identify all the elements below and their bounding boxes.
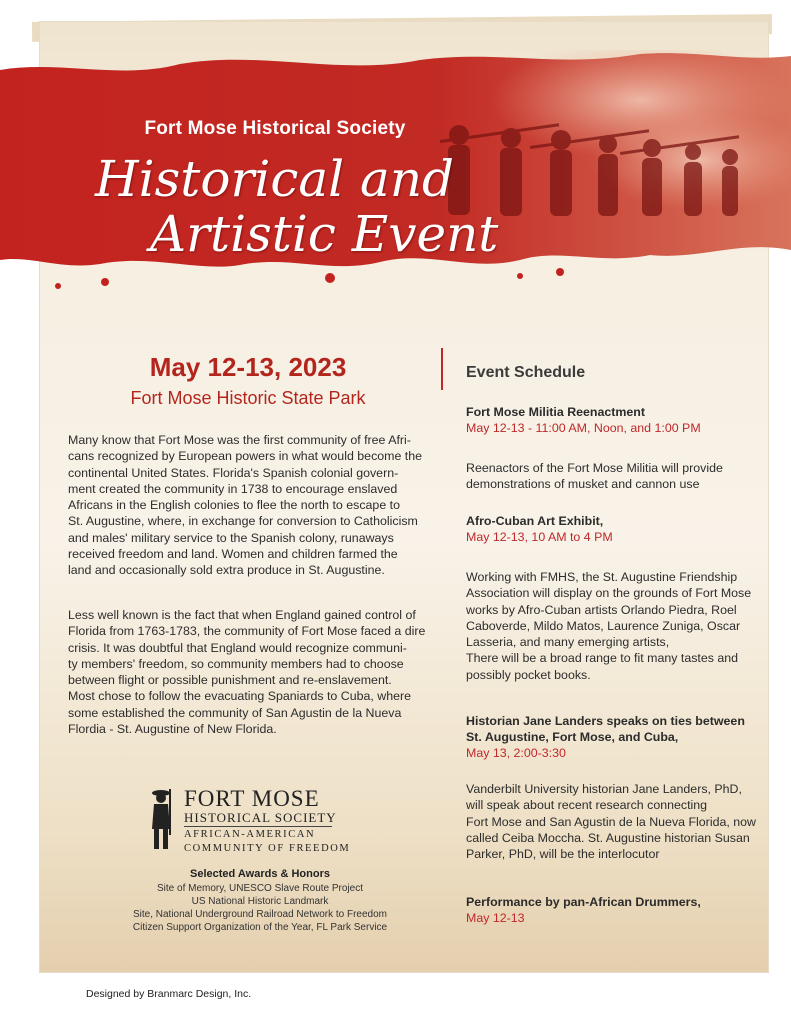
event-2-time: May 12-13, 10 AM to 4 PM (466, 530, 613, 544)
intro-paragraph-2 (68, 607, 430, 737)
event-description-line: Fort Mose and San Agustin de la Nueva Florida, now (466, 814, 756, 829)
event-description-line: Lasseria, and many emerging artists, (466, 635, 670, 650)
paragraph-line: some established the community of San Agustin de la Nueva (68, 705, 402, 720)
event-description-line: possibly pocket books. (466, 667, 591, 682)
intro-paragraph-1 (68, 432, 430, 579)
society-name: Fort Mose Historical Society (144, 118, 406, 139)
event-1-description (466, 460, 768, 493)
event-3-title (466, 713, 766, 746)
paragraph-line: and males' military service to the Spanish colony, runaways (68, 530, 394, 545)
event-description-line: Working with FMHS, the St. Augustine Friendship (466, 570, 738, 584)
event-description-line: Reenactors of the Fort Mose Militia will provide (466, 461, 723, 475)
logo-african-american: AFRICAN-AMERICAN (184, 829, 316, 840)
paragraph-line: cans recognized by European powers in what would become the (68, 449, 423, 464)
paragraph-line: ment created the community in 1738 to encourage enslaved (68, 481, 398, 496)
event-title-line1: Historical and (95, 150, 455, 208)
militia-soldier-logo-icon (144, 785, 178, 853)
schedule-title: Event Schedule (466, 364, 586, 381)
logo-community-of-freedom: COMMUNITY OF FREEDOM (184, 843, 351, 854)
award-item: Citizen Support Organization of the Year, FL Park Service (132, 922, 388, 933)
event-description-line: There will be a broad range to fit many tastes and (466, 651, 739, 666)
paragraph-line: Many know that Fort Mose was the first community of free Afri- (68, 433, 411, 447)
logo-historical-society: HISTORICAL SOCIETY (184, 810, 337, 825)
award-item: US National Historic Landmark (191, 896, 329, 907)
event-4-title (466, 894, 766, 910)
event-title-line: Fort Mose Militia Reenactment (466, 405, 646, 419)
paragraph-line: St. Augustine, where, in exchange for conversion to Catholicism (68, 514, 418, 529)
event-description-line: will speak about recent research connecting (466, 798, 708, 813)
event-3-description (466, 781, 768, 862)
logo-fort-mose: FORT MOSE (184, 786, 320, 811)
paragraph-line: between flight or possible punishment and re-enslavement. (68, 673, 392, 688)
event-description-line: demonstrations of musket and cannon use (466, 477, 700, 492)
paragraph-line: Florida from 1763-1783, the community of Fort Mose faced a dire (68, 624, 426, 639)
award-item: Site of Memory, UNESCO Slave Route Project (157, 883, 363, 894)
paragraph-line: Flordia - St. Augustine of New Florida. (68, 722, 277, 737)
event-1-title (466, 404, 766, 420)
event-title-line: Performance by pan-African Drummers, (466, 895, 701, 909)
design-credit: Designed by Branmarc Design, Inc. (86, 988, 252, 1000)
paragraph-line: received freedom and land. Women and children farmed the (68, 547, 398, 562)
event-description-line: Parker, PhD, will be the interlocutor (466, 847, 660, 862)
logo-rule (184, 826, 332, 827)
paragraph-line: Most chose to follow the evacuating Spaniards to Cuba, where (68, 689, 412, 704)
event-title-line2: Artistic Event (150, 205, 499, 263)
award-item: Site, National Underground Railroad Network to Freedom (132, 909, 387, 920)
event-title-line: Afro-Cuban Art Exhibit, (466, 514, 604, 528)
event-description-line: called Ceiba Moccha. St. Augustine historian Susan (466, 830, 750, 845)
event-description-line: Caboverde, Mildo Matos, Laurence Zuniga, Oscar (466, 618, 741, 633)
paragraph-line: land and occasionally sold extra produce in St. Augustine. (68, 563, 385, 578)
event-title-line: St. Augustine, Fort Mose, and Cuba, (466, 730, 679, 745)
event-description-line: Association will display on the grounds of Fort Mose (466, 586, 752, 601)
paragraph-line: crisis. It was doubtful that England would recognize communi- (68, 640, 407, 655)
paragraph-line: Less well known is the fact that when England gained control of (68, 608, 416, 622)
event-2-description (466, 569, 768, 683)
awards-title: Selected Awards & Honors (190, 868, 330, 880)
event-4-time: May 12-13 (466, 911, 525, 925)
event-2-title (466, 513, 766, 529)
event-3-time: May 13, 2:00-3:30 (466, 746, 566, 760)
event-title-line: Historian Jane Landers speaks on ties between (466, 714, 745, 728)
event-1-time: May 12-13 - 11:00 AM, Noon, and 1:00 PM (466, 421, 701, 435)
event-date: May 12-13, 2023 (149, 352, 347, 382)
column-divider (441, 348, 443, 390)
event-description-line: Vanderbilt University historian Jane Landers, PhD, (466, 782, 742, 796)
paragraph-line: continental United States. Florida's Spanish colonial govern- (68, 465, 399, 480)
paragraph-line: ty members' freedom, so community members had to choose (68, 656, 404, 671)
paragraph-line: Africans in the English colonies to flee the north to escape to (68, 498, 400, 513)
event-venue: Fort Mose Historic State Park (130, 388, 366, 408)
event-description-line: works by Afro-Cuban artists Orlando Piedra, Roel (466, 602, 737, 617)
